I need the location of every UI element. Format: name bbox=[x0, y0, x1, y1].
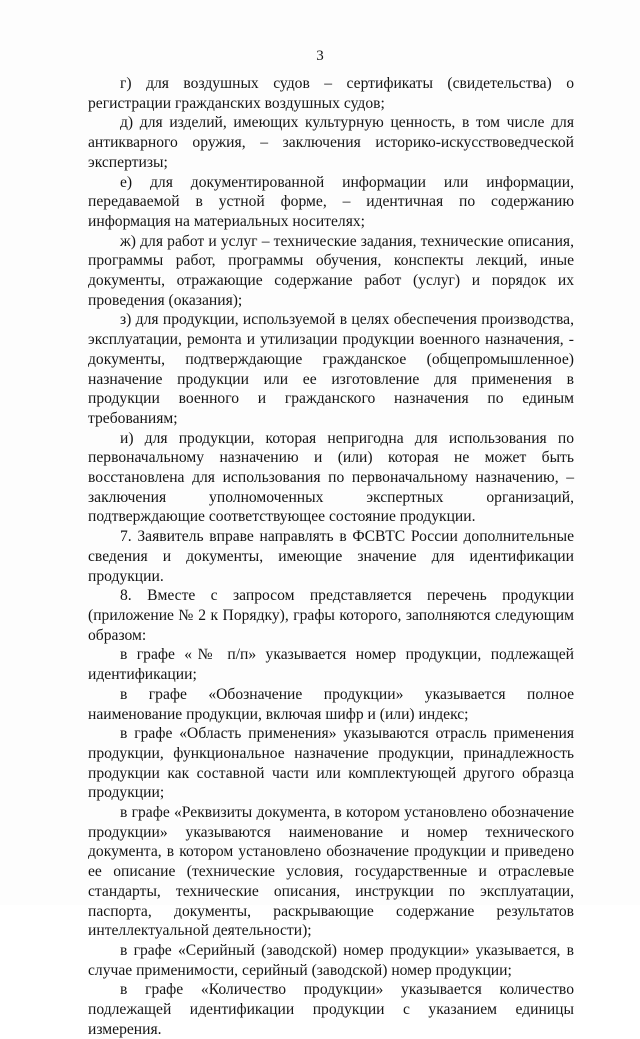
paragraph-z-military-production: з) для продукции, используемой в целях обеспечения производства, эксплуатации, ремонта и утилизации продукции военного назначения, - документы, подтверждающие гражданское (общепромышленное) назначение продукции или ее изготовление для применения в продукции военного и гражданского назначения по единым требованиям; bbox=[88, 311, 574, 427]
paragraph-g-aircraft: г) для воздушных судов – сертификаты (свидетельства) о регистрации гражданских воздушных судов; bbox=[88, 75, 574, 112]
paragraph-zh-works-services: ж) для работ и услуг – технические задания, технические описания, программы работ, программы обучения, конспекты лекций, иные документы, отражающие содержание работ (услуг) и порядок их проведения (оказания); bbox=[88, 232, 574, 309]
paragraph-7-additional-documents: 7. Заявитель вправе направлять в ФСВТС России дополнительные сведения и документы, имеющие значение для идентификации продукции. bbox=[88, 528, 574, 585]
paragraph-e-information: е) для документированной информации или информации, передаваемой в устной форме, – идентичная по содержанию информация на материальных носителях; bbox=[88, 173, 574, 230]
paragraph-column-number: в графе «№ п/п» указывается номер продукции, подлежащей идентификации; bbox=[88, 646, 574, 684]
paragraph-8-product-list: 8. Вместе с запросом представляется перечень продукции (приложение № 2 к Порядку), графы которого, заполняются следующим образом: bbox=[88, 587, 574, 644]
paragraph-column-application-area: в графе «Область применения» указываются отрасль применения продукции, функциональное назначение продукции, принадлежность продукции как составной части или комплектующей другого образца продукции; bbox=[88, 725, 574, 802]
paragraph-d-cultural-items: д) для изделий, имеющих культурную ценность, в том числе для антикварного оружия, – заключения историко-искусствоведческой экспертизы; bbox=[88, 114, 574, 171]
document-body bbox=[88, 74, 574, 1039]
page-number: 3 bbox=[316, 48, 324, 64]
paragraph-column-quantity: в графе «Количество продукции» указывается количество подлежащей идентификации продукции с указанием единицы измерения. bbox=[88, 981, 574, 1038]
paragraph-column-document-details: в графе «Реквизиты документа, в котором установлено обозначение продукции» указываются наименование и номер технического документа, в котором установлено обозначение продукции и приведено ее описание (технические условия, государственные и отраслевые стандарты, технические описания, инструкции по эксплуатации, паспорта, документы, раскрывающие содержание результатов интеллектуальной деятельности); bbox=[88, 804, 574, 940]
paragraph-column-serial-number: в графе «Серийный (заводской) номер продукции» указывается, в случае применимости, серийный (заводской) номер продукции; bbox=[88, 941, 574, 979]
paragraph-column-designation: в графе «Обозначение продукции» указывается полное наименование продукции, включая шифр и (или) индекс; bbox=[88, 685, 574, 723]
paragraph-i-unusable-products: и) для продукции, которая непригодна для использования по первоначальному назначению и (или) которая не может быть восстановлена для использования по первоначальному назначению, – заключения уполномоченных экспертных организаций, подтверждающие соответствующее состояние продукции. bbox=[88, 429, 574, 526]
